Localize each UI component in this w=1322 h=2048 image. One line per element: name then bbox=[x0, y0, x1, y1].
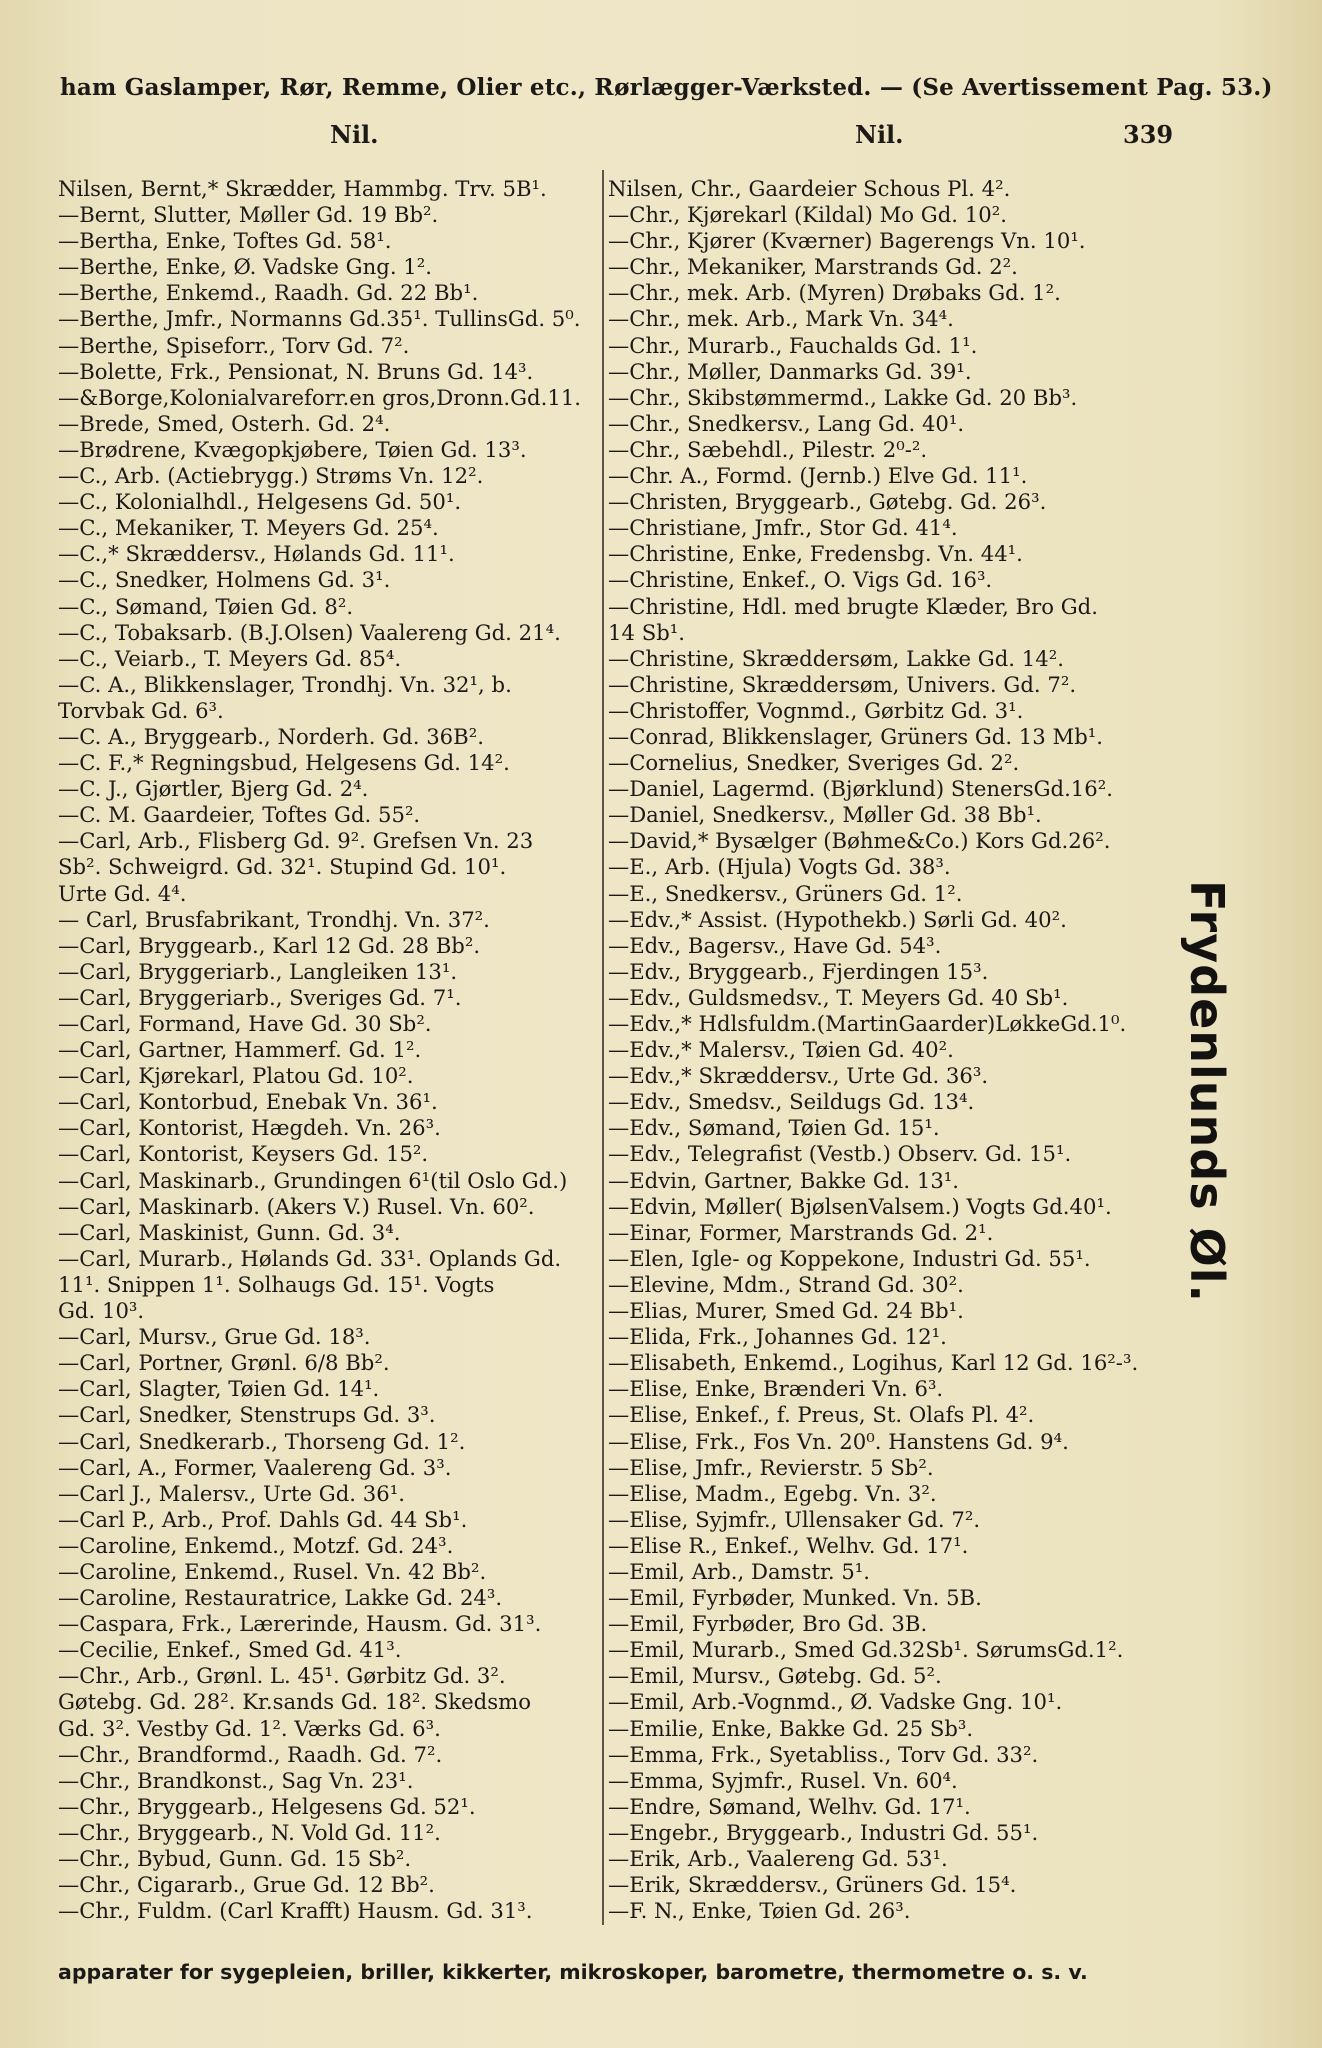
side-advert: Frydenlunds Øl. bbox=[1180, 880, 1234, 1303]
footer-advert: apparater for sygepleien, briller, kikkerter, mikroskoper, barometre, thermometre o. s. v. bbox=[58, 1960, 1088, 1984]
directory-entry: Gd. 3². Vestby Gd. 1². Værks Gd. 6³. bbox=[58, 1715, 441, 1741]
directory-entry: —Carl, Kontorist, Hægdeh. Vn. 26³. bbox=[58, 1115, 441, 1141]
directory-entry: —Edv.,* Skræddersv., Urte Gd. 36³. bbox=[608, 1063, 989, 1089]
directory-entry: —Chr., Brandkonst., Sag Vn. 23¹. bbox=[58, 1767, 414, 1793]
running-head-right: Nil. bbox=[855, 120, 904, 149]
directory-entry: —Elise, Madm., Egebg. Vn. 3². bbox=[608, 1480, 937, 1506]
directory-entry: — Carl, Brusfabrikant, Trondhj. Vn. 37². bbox=[58, 906, 490, 932]
directory-entry: —Caroline, Enkemd., Rusel. Vn. 42 Bb². bbox=[58, 1558, 487, 1584]
directory-entry: —Elise R., Enkef., Welhv. Gd. 17¹. bbox=[608, 1532, 969, 1558]
directory-entry: —Chr., Møller, Danmarks Gd. 39¹. bbox=[608, 358, 972, 384]
directory-entry: —Christen, Bryggearb., Gøtebg. Gd. 26³. bbox=[608, 489, 1047, 515]
directory-entry: —Carl, Bryggeriarb., Sveriges Gd. 7¹. bbox=[58, 984, 462, 1010]
directory-entry: —Carl J., Malersv., Urte Gd. 36¹. bbox=[58, 1480, 405, 1506]
directory-entry: —Elise, Enkef., f. Preus, St. Olafs Pl. 4². bbox=[608, 1402, 1035, 1428]
directory-entry: —Chr., Bybud, Gunn. Gd. 15 Sb². bbox=[58, 1846, 412, 1871]
directory-entry: —Carl, Murarb., Hølands Gd. 33¹. Oplands Gd. bbox=[58, 1245, 562, 1271]
directory-entry: —Engebr., Bryggearb., Industri Gd. 55¹. bbox=[608, 1819, 1039, 1845]
directory-entry: —C., Veiarb., T. Meyers Gd. 85⁴. bbox=[58, 645, 402, 671]
directory-entry: —C. A., Bryggearb., Norderh. Gd. 36B². bbox=[58, 723, 484, 749]
directory-entry: Gøtebg. Gd. 28². Kr.sands Gd. 18². Skedsmo bbox=[58, 1689, 531, 1715]
directory-entry: —Caspara, Frk., Lærerinde, Hausm. Gd. 31³. bbox=[58, 1611, 542, 1637]
directory-entry: —Conrad, Blikkenslager, Grüners Gd. 13 Mb¹. bbox=[608, 723, 1103, 749]
directory-entry: —C., Kolonialhdl., Helgesens Gd. 50¹. bbox=[58, 489, 462, 515]
column-divider bbox=[602, 170, 604, 1925]
directory-entry: —Edvin, Gartner, Bakke Gd. 13¹. bbox=[608, 1167, 960, 1193]
directory-entry: —Emil, Murarb., Smed Gd.32Sb¹. SørumsGd.1². bbox=[608, 1637, 1124, 1663]
directory-entry: —Bernt, Slutter, Møller Gd. 19 Bb². bbox=[58, 202, 439, 228]
directory-entry: —Carl, Formand, Have Gd. 30 Sb². bbox=[58, 1011, 432, 1036]
header-advert: ham Gaslamper, Rør, Remme, Olier etc., Rørlægger-Værksted. — (Se Avertissement Pag. 53.) bbox=[60, 74, 1273, 101]
directory-entry: —Carl, Gartner, Hammerf. Gd. 1². bbox=[58, 1037, 422, 1063]
directory-entry: —Edv., Smedsv., Seildugs Gd. 13⁴. bbox=[608, 1089, 975, 1115]
directory-entry: —Chr., mek. Arb., Mark Vn. 34⁴. bbox=[608, 306, 954, 332]
directory-entry: —Carl, Arb., Flisberg Gd. 9². Grefsen Vn. 23 bbox=[58, 828, 534, 854]
directory-entry: —Chr., mek. Arb. (Myren) Drøbaks Gd. 1². bbox=[608, 280, 1061, 306]
directory-entry: —Chr., Sæbehdl., Pilestr. 2⁰-². bbox=[608, 436, 928, 462]
directory-entry: —Edv., Telegrafist (Vestb.) Observ. Gd. 15¹. bbox=[608, 1141, 1072, 1167]
directory-entry: —Emma, Frk., Syetabliss., Torv Gd. 33². bbox=[608, 1741, 1039, 1767]
directory-entry: —F. N., Enke, Tøien Gd. 26³. bbox=[608, 1898, 911, 1924]
directory-entry: —Carl, Snedker, Stenstrups Gd. 3³. bbox=[58, 1402, 436, 1428]
directory-entry: —C.,* Skræddersv., Hølands Gd. 11¹. bbox=[58, 541, 455, 567]
directory-entry: —Endre, Sømand, Welhv. Gd. 17¹. bbox=[608, 1793, 971, 1819]
directory-entry: —C. A., Blikkenslager, Trondhj. Vn. 32¹, b. bbox=[58, 671, 512, 697]
directory-entry: —Chr., Skibstømmermd., Lakke Gd. 20 Bb³. bbox=[608, 384, 1078, 410]
directory-entry: —Elise, Jmfr., Revierstr. 5 Sb². bbox=[608, 1454, 934, 1480]
directory-entry: —Carl, A., Former, Vaalereng Gd. 3³. bbox=[58, 1454, 452, 1480]
directory-entry: —C. M. Gaardeier, Toftes Gd. 55². bbox=[58, 802, 421, 828]
page-number: 339 bbox=[1123, 120, 1174, 149]
directory-entry: —Emil, Mursv., Gøtebg. Gd. 5². bbox=[608, 1663, 942, 1689]
directory-entry: 14 Sb¹. bbox=[608, 619, 686, 645]
directory-entry: —Chr., Cigararb., Grue Gd. 12 Bb². bbox=[58, 1872, 435, 1898]
directory-entry: —Daniel, Snedkersv., Møller Gd. 38 Bb¹. bbox=[608, 802, 1042, 828]
directory-entry: —Cornelius, Snedker, Sveriges Gd. 2². bbox=[608, 750, 1020, 776]
directory-entry: —Elida, Frk., Johannes Gd. 12¹. bbox=[608, 1324, 947, 1350]
directory-entry: —&Borge,Kolonialvareforr.en gros,Dronn.Gd.11. bbox=[58, 384, 582, 410]
directory-entry: —C., Mekaniker, T. Meyers Gd. 25⁴. bbox=[58, 515, 439, 541]
directory-entry: —Christoffer, Vognmd., Gørbitz Gd. 3¹. bbox=[608, 697, 1024, 723]
directory-entry: —Chr., Mekaniker, Marstrands Gd. 2². bbox=[608, 254, 1018, 280]
directory-entry: —Berthe, Enkemd., Raadh. Gd. 22 Bb¹. bbox=[58, 280, 479, 306]
directory-entry: —Carl, Bryggeriarb., Langleiken 13¹. bbox=[58, 958, 458, 984]
directory-entry: —Carl P., Arb., Prof. Dahls Gd. 44 Sb¹. bbox=[58, 1506, 468, 1532]
directory-entry: —Christine, Skræddersøm, Lakke Gd. 14². bbox=[608, 645, 1064, 671]
directory-entry: —Emil, Arb.-Vognmd., Ø. Vadske Gng. 10¹. bbox=[608, 1689, 1063, 1715]
directory-entry: —Chr., Kjørekarl (Kildal) Mo Gd. 10². bbox=[608, 202, 1007, 228]
directory-entry: —Chr., Bryggearb., Helgesens Gd. 52¹. bbox=[58, 1793, 476, 1819]
directory-entry: —Chr., Murarb., Fauchalds Gd. 1¹. bbox=[608, 332, 978, 358]
directory-entry: —Emil, Arb., Damstr. 5¹. bbox=[608, 1558, 871, 1584]
directory-entry: Torvbak Gd. 6³. bbox=[58, 697, 224, 723]
directory-entry: —Emil, Fyrbøder, Bro Gd. 3B. bbox=[608, 1611, 928, 1637]
directory-entry: —Carl, Kontorist, Keysers Gd. 15². bbox=[58, 1141, 429, 1167]
directory-entry: —Chr., Bryggearb., N. Vold Gd. 11². bbox=[58, 1819, 441, 1845]
directory-entry: —Edv.,* Hdlsfuldm.(MartinGaarder)LøkkeGd.1⁰. bbox=[608, 1011, 1127, 1036]
directory-entry: —Chr., Brandformd., Raadh. Gd. 7². bbox=[58, 1741, 443, 1767]
directory-entry: —Bertha, Enke, Toftes Gd. 58¹. bbox=[58, 228, 392, 254]
directory-entry: —Edv., Guldsmedsv., T. Meyers Gd. 40 Sb¹. bbox=[608, 984, 1069, 1010]
directory-entry: —C., Tobaksarb. (B.J.Olsen) Vaalereng Gd. 21⁴. bbox=[58, 619, 561, 645]
directory-entry: —Brede, Smed, Osterh. Gd. 2⁴. bbox=[58, 410, 391, 436]
directory-entry: —Elise, Frk., Fos Vn. 20⁰. Hanstens Gd. 9⁴. bbox=[608, 1428, 1069, 1454]
directory-entry: —Berthe, Spiseforr., Torv Gd. 7². bbox=[58, 332, 410, 358]
directory-entry: —Chr., Fuldm. (Carl Krafft) Hausm. Gd. 31³. bbox=[58, 1898, 533, 1924]
directory-entry: —Erik, Skræddersv., Grüners Gd. 15⁴. bbox=[608, 1872, 1017, 1898]
directory-entry: —Christine, Skræddersøm, Univers. Gd. 7². bbox=[608, 671, 1077, 697]
directory-entry: 11¹. Snippen 1¹. Solhaugs Gd. 15¹. Vogts bbox=[58, 1271, 495, 1297]
directory-entry: —Chr., Snedkersv., Lang Gd. 40¹. bbox=[608, 410, 965, 436]
directory-entry: —Elen, Igle- og Koppekone, Industri Gd. 55¹. bbox=[608, 1245, 1091, 1271]
directory-entry: Nilsen, Chr., Gaardeier Schous Pl. 4². bbox=[608, 176, 1011, 201]
running-head-left: Nil. bbox=[330, 120, 379, 149]
directory-entry: —Carl, Kjørekarl, Platou Gd. 10². bbox=[58, 1063, 414, 1089]
directory-entry: —C. F.,* Regningsbud, Helgesens Gd. 14². bbox=[58, 750, 510, 776]
directory-entry: Sb². Schweigrd. Gd. 32¹. Stupind Gd. 10¹. bbox=[58, 854, 507, 880]
directory-entry: —Christine, Enke, Fredensbg. Vn. 44¹. bbox=[608, 541, 1023, 567]
directory-entry: —Caroline, Restauratrice, Lakke Gd. 24³. bbox=[58, 1585, 503, 1611]
directory-entry: —Carl, Kontorbud, Enebak Vn. 36¹. bbox=[58, 1089, 438, 1115]
directory-entry: Nilsen, Bernt,* Skrædder, Hammbg. Trv. 5B¹. bbox=[58, 176, 547, 201]
directory-entry: —David,* Bysælger (Bøhme&Co.) Kors Gd.26². bbox=[608, 828, 1111, 854]
directory-entry: —Berthe, Jmfr., Normanns Gd.35¹. TullinsGd. 5⁰. bbox=[58, 306, 581, 332]
directory-entry: —Edv.,* Assist. (Hypothekb.) Sørli Gd. 40². bbox=[608, 906, 1067, 932]
directory-entry: Gd. 10³. bbox=[58, 1298, 145, 1324]
directory-entry: —Einar, Former, Marstrands Gd. 2¹. bbox=[608, 1219, 994, 1245]
directory-entry: —Chr. A., Formd. (Jernb.) Elve Gd. 11¹. bbox=[608, 463, 1028, 489]
directory-entry: —Carl, Maskinarb., Grundingen 6¹(til Oslo Gd.) bbox=[58, 1167, 568, 1193]
directory-entry: —Edv.,* Malersv., Tøien Gd. 40². bbox=[608, 1037, 954, 1063]
directory-entry: —Cecilie, Enkef., Smed Gd. 41³. bbox=[58, 1637, 402, 1663]
left-column bbox=[58, 176, 608, 1924]
directory-entry: —Berthe, Enke, Ø. Vadske Gng. 1². bbox=[58, 254, 432, 280]
directory-entry: —C., Snedker, Holmens Gd. 3¹. bbox=[58, 567, 391, 593]
directory-entry: —Edv., Sømand, Tøien Gd. 15¹. bbox=[608, 1115, 940, 1141]
directory-entry: —Emilie, Enke, Bakke Gd. 25 Sb³. bbox=[608, 1715, 974, 1741]
directory-entry: —Chr., Arb., Grønl. L. 45¹. Gørbitz Gd. 3². bbox=[58, 1663, 506, 1689]
directory-entry: —C., Sømand, Tøien Gd. 8². bbox=[58, 593, 354, 619]
directory-entry: —Christiane, Jmfr., Stor Gd. 41⁴. bbox=[608, 515, 958, 541]
directory-entry: —Christine, Hdl. med brugte Klæder, Bro Gd. bbox=[608, 593, 1098, 619]
directory-entry: —Carl, Portner, Grønl. 6/8 Bb². bbox=[58, 1350, 390, 1376]
directory-entry: —Edv., Bryggearb., Fjerdingen 15³. bbox=[608, 958, 989, 984]
directory-entry: —Chr., Kjører (Kværner) Bagerengs Vn. 10¹. bbox=[608, 228, 1086, 254]
directory-entry: Urte Gd. 4⁴. bbox=[58, 880, 187, 906]
directory-entry: —C., Arb. (Actiebrygg.) Strøms Vn. 12². bbox=[58, 463, 484, 489]
directory-entry: —Erik, Arb., Vaalereng Gd. 53¹. bbox=[608, 1846, 948, 1871]
directory-entry: —Carl, Mursv., Grue Gd. 18³. bbox=[58, 1324, 371, 1350]
directory-entry: —Daniel, Lagermd. (Bjørklund) StenersGd.16². bbox=[608, 776, 1113, 802]
directory-entry: —Carl, Bryggearb., Karl 12 Gd. 28 Bb². bbox=[58, 932, 481, 958]
directory-entry: —Caroline, Enkemd., Motzf. Gd. 24³. bbox=[58, 1532, 454, 1558]
directory-entry: —Carl, Snedkerarb., Thorseng Gd. 1². bbox=[58, 1428, 466, 1454]
directory-entry: —E., Arb. (Hjula) Vogts Gd. 38³. bbox=[608, 854, 951, 880]
directory-entry: —Brødrene, Kvægopkjøbere, Tøien Gd. 13³. bbox=[58, 436, 527, 462]
directory-entry: —Elevine, Mdm., Strand Gd. 30². bbox=[608, 1271, 964, 1297]
directory-entry: —E., Snedkersv., Grüners Gd. 1². bbox=[608, 880, 963, 906]
directory-entry: —Bolette, Frk., Pensionat, N. Bruns Gd. 14³. bbox=[58, 358, 534, 384]
directory-entry: —Carl, Maskinarb. (Akers V.) Rusel. Vn. 60². bbox=[58, 1193, 535, 1219]
directory-entry: —Elise, Enke, Brænderi Vn. 6³. bbox=[608, 1376, 944, 1402]
directory-entry: —Emil, Fyrbøder, Munked. Vn. 5B. bbox=[608, 1585, 982, 1611]
directory-entry: —Emma, Syjmfr., Rusel. Vn. 60⁴. bbox=[608, 1767, 958, 1793]
directory-entry: —C. J., Gjørtler, Bjerg Gd. 2⁴. bbox=[58, 776, 369, 802]
directory-entry: —Elisabeth, Enkemd., Logihus, Karl 12 Gd. 16²-³. bbox=[608, 1350, 1139, 1376]
directory-entry: —Elise, Syjmfr., Ullensaker Gd. 7². bbox=[608, 1506, 981, 1532]
directory-entry: —Edv., Bagersv., Have Gd. 54³. bbox=[608, 932, 942, 958]
directory-entry: —Carl, Maskinist, Gunn. Gd. 3⁴. bbox=[58, 1219, 401, 1245]
directory-entry: —Elias, Murer, Smed Gd. 24 Bb¹. bbox=[608, 1298, 964, 1324]
directory-entry: —Christine, Enkef., O. Vigs Gd. 16³. bbox=[608, 567, 993, 593]
right-column bbox=[608, 176, 1158, 1924]
directory-entry: —Edvin, Møller( BjølsenValsem.) Vogts Gd.40¹. bbox=[608, 1193, 1112, 1219]
directory-entry: —Carl, Slagter, Tøien Gd. 14¹. bbox=[58, 1376, 380, 1402]
